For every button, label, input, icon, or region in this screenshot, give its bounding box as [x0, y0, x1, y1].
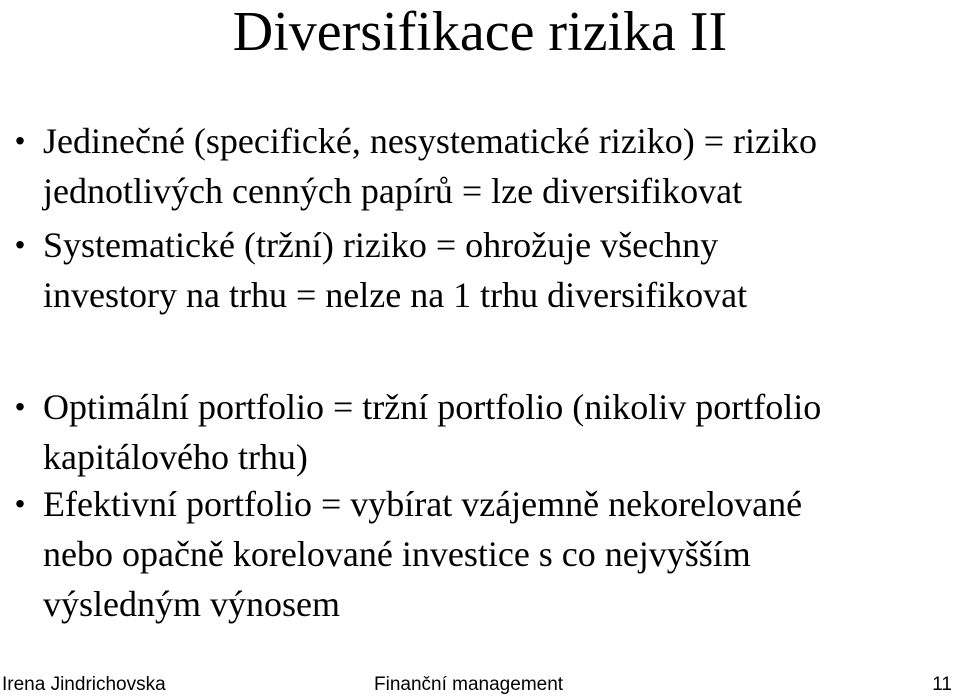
slide-footer [0, 671, 960, 698]
bullet-item-optimal-portfolio [0, 382, 960, 482]
footer-course-name: Finanční management [374, 674, 564, 695]
bullet-item-unique-risk [0, 116, 960, 216]
bullet-text-line: jednotlivých cenných papírů = lze diversifikovat [43, 171, 743, 211]
bullet-text-line: Optimální portfolio = tržní portfolio (nikoliv portfolio [43, 387, 822, 427]
footer-author: Irena Jindrichovska [2, 674, 166, 695]
bullet-text-line: Jedinečné (specifické, nesystematické riziko) = riziko [43, 121, 817, 161]
bullet-text-line: výsledným výnosem [43, 584, 340, 624]
bullet-icon: • [15, 391, 25, 422]
bullet-text-line: Efektivní portfolio = vybírat vzájemně nekorelované [43, 484, 803, 524]
bullet-icon: • [15, 488, 25, 519]
bullet-text-line: kapitálového trhu) [43, 437, 308, 477]
bullet-icon: • [15, 229, 25, 260]
footer-page-number: 11 [932, 674, 952, 695]
bullet-item-systematic-risk [0, 220, 960, 320]
bullet-text-line: Systematické (tržní) riziko = ohrožuje všechny [43, 225, 719, 265]
bullet-icon: • [15, 125, 25, 156]
slide-title: Diversifikace rizika II [232, 1, 728, 63]
bullet-text-line: investory na trhu = nelze na 1 trhu diversifikovat [43, 275, 748, 315]
bullet-item-efficient-portfolio [0, 479, 960, 629]
bullet-text-line: nebo opačně korelované investice s co nejvyšším [43, 534, 751, 574]
